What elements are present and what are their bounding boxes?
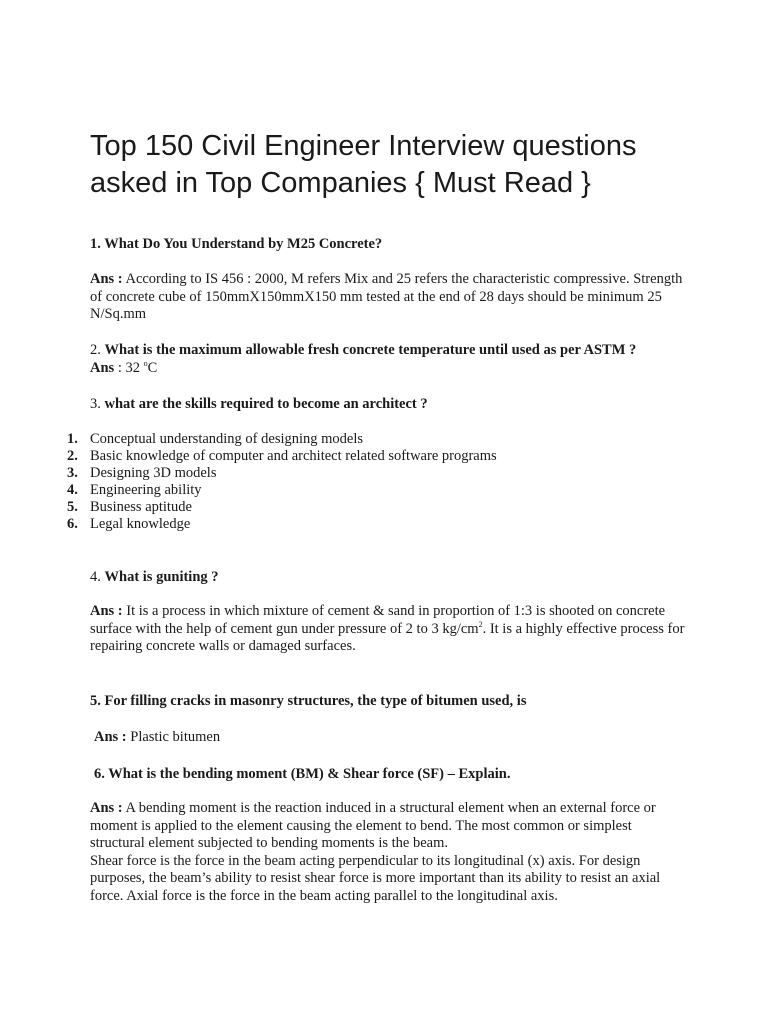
answer-6 — [90, 800, 690, 905]
ans-label: Ans : — [90, 271, 123, 287]
answer-6-paragraph-2: Shear force is the force in the beam acting perpendicular to its longitudinal (x) axis. For design purposes, the beam’s ability to resist shear force is more important than its ability to resist an axial force. Axial force is the force in the beam acting parallel to the longitudinal axis. — [90, 852, 661, 904]
list-item: 4. Engineering ability — [67, 482, 202, 498]
answer-2-unit: C — [147, 359, 158, 376]
degree-symbol: o — [143, 358, 148, 368]
ans-label: Ans : — [90, 603, 123, 619]
answer-4: Ans : It is a process in which mixture of cement & sand in proportion of 1:3 is shooted on concrete surface with the help of cement gun under pressure of 2 to 3 $kg/cm^2$. It is a highly effective process for repairing concrete walls or damaged surfaces. — [90, 603, 685, 654]
ans-label: Ans : — [94, 729, 127, 745]
answer-5-text: Plastic bitumen — [130, 729, 221, 745]
question-6: 6. What is the bending moment (BM) & Shear force (SF) – Explain. — [94, 766, 511, 782]
question-1: 1. What Do You Understand by M25 Concrete? — [90, 236, 383, 252]
question-2-number: 2. — [90, 342, 101, 358]
ans-label: Ans — [90, 359, 115, 376]
superscript: 2 — [478, 619, 483, 629]
question-2-text: What is the maximum allowable fresh concrete temperature until used as per ASTM ? — [104, 342, 637, 358]
question-4-text: What is guniting ? — [104, 569, 219, 585]
question-3 — [90, 396, 690, 414]
list-item: 5. Business aptitude — [67, 499, 192, 515]
question-4 — [90, 569, 690, 587]
question-2 — [90, 342, 690, 377]
page-title: Top 150 Civil Engineer Interview questions asked in Top Companies { Must Read } — [90, 130, 637, 199]
answer-6-paragraph-1: A bending moment is the reaction induced in a structural element when an external force or moment is applied to the element causing the element to bend. The most common or simplest structural element subjected to bending moments is the beam. — [90, 800, 656, 851]
question-3-number: 3. — [90, 396, 101, 412]
question-4-number: 4. — [90, 569, 101, 585]
answer-1-text: According to IS 456 : 2000, M refers Mix and 25 refers the characteristic compressive. Strength of concrete cube of 150mmX150mmX150 mm tested at the end of 28 days should be minimum 25 N/Sq.mm — [90, 271, 683, 322]
answer-1 — [90, 271, 690, 324]
question-3-text: what are the skills required to become an architect ? — [104, 396, 428, 412]
list-item: 2. Basic knowledge of computer and architect related software programs — [67, 448, 497, 464]
answer-5 — [94, 729, 694, 747]
question-5: 5. For filling cracks in masonry structures, the type of bitumen used, is — [90, 693, 527, 709]
list-item: 1. Conceptual understanding of designing models — [67, 431, 364, 447]
list-item: 6. Legal knowledge — [67, 516, 191, 532]
ans-label: Ans : — [90, 800, 123, 816]
skills-list — [60, 431, 497, 533]
list-item: 3. Designing 3D models — [67, 465, 217, 481]
answer-2-value: : 32 — [117, 359, 140, 376]
